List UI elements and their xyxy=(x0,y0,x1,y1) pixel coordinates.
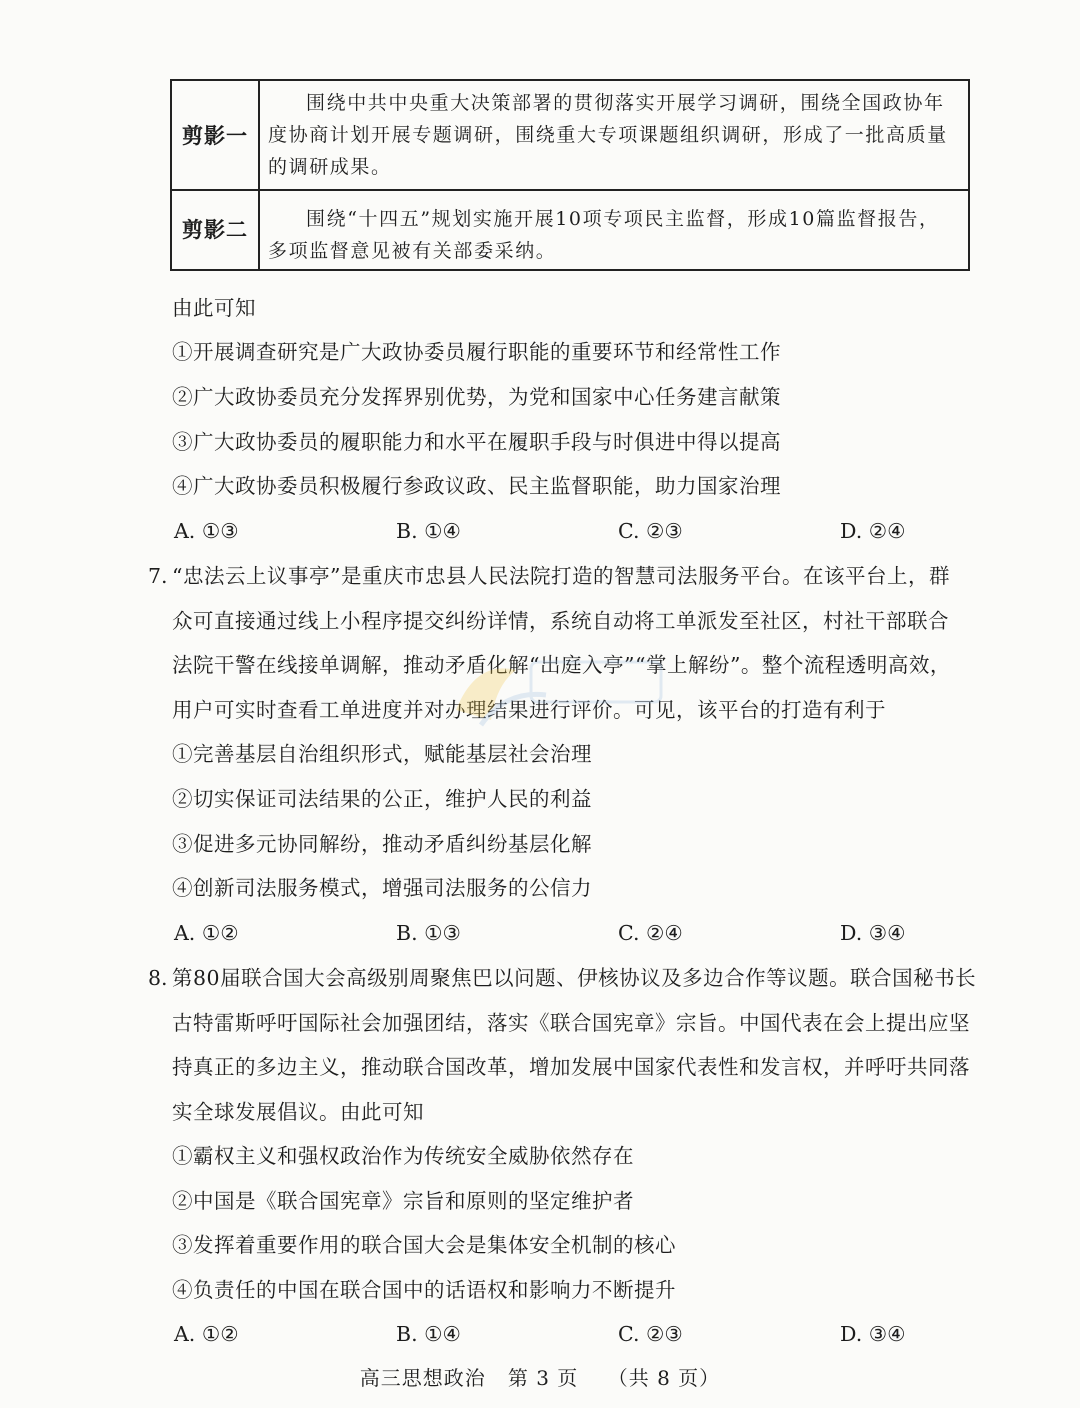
q7-stem-line-1: “忠法云上议事亭”是重庆市忠县人民法院打造的智慧司法服务平台。在该平台上，群 xyxy=(172,564,950,588)
table-row xyxy=(172,189,968,269)
q6-option-c: C. ②③ xyxy=(618,519,683,543)
q6-stem: 由此可知 xyxy=(172,296,256,320)
q8-number: 8. xyxy=(148,966,168,990)
q8-stem-line-2: 古特雷斯呼吁国际社会加强团结，落实《联合国宪章》宗旨。中国代表在会上提出应坚 xyxy=(172,1011,970,1035)
q8-stem-line-4: 实全球发展倡议。由此可知 xyxy=(172,1100,424,1124)
q7-option-b: B. ①③ xyxy=(396,921,461,945)
q7-option-a: A. ①② xyxy=(174,921,239,945)
q6-statement-1: ①开展调查研究是广大政协委员履行职能的重要环节和经常性工作 xyxy=(172,340,781,364)
row-text: 围绕中共中央重大决策部署的贯彻落实开展学习调研，围绕全国政协年度协商计划开展专题调研，围绕重大专项课题组织调研，形成了一批高质量的调研成果。 xyxy=(268,92,948,178)
q6-option-a: A. ①③ xyxy=(174,519,239,543)
q7-statement-2: ②切实保证司法结果的公正，维护人民的利益 xyxy=(172,787,592,811)
q6-option-d: D. ②④ xyxy=(840,519,906,543)
page-footer: 高三思想政治 第 3 页 （共 8 页） xyxy=(359,1366,721,1390)
q8-statement-2: ②中国是《联合国宪章》宗旨和原则的坚定维护者 xyxy=(172,1189,634,1213)
q8-option-c: C. ②③ xyxy=(618,1322,683,1346)
q7-number: 7. xyxy=(148,564,168,588)
table-row xyxy=(172,81,968,191)
q6-statement-4: ④广大政协委员积极履行参政议政、民主监督职能，助力国家治理 xyxy=(172,474,781,498)
q8-option-b: B. ①④ xyxy=(396,1322,461,1346)
q8-stem-line-3: 持真正的多边主义，推动联合国改革，增加发展中国家代表性和发言权，并呼吁共同落 xyxy=(172,1055,970,1079)
q7-stem-line-3: 法院干警在线接单调解，推动矛盾化解“出庭入亭”“掌上解纷”。整个流程透明高效， xyxy=(172,653,951,677)
q6-statement-3: ③广大政协委员的履职能力和水平在履职手段与时俱进中得以提高 xyxy=(172,430,781,454)
q6-statement-2: ②广大政协委员充分发挥界别优势，为党和国家中心任务建言献策 xyxy=(172,385,781,409)
q8-stem-line-1: 第80届联合国大会高级别周聚焦巴以问题、伊核协议及多边合作等议题。联合国秘书长 xyxy=(172,966,977,990)
row-text: 围绕“十四五”规划实施开展10项专项民主监督，形成10篇监督报告，多项监督意见被有关部委采纳。 xyxy=(268,208,940,262)
q8-option-d: D. ③④ xyxy=(840,1322,906,1346)
q7-statement-1: ①完善基层自治组织形式，赋能基层社会治理 xyxy=(172,742,592,766)
q8-statement-3: ③发挥着重要作用的联合国大会是集体安全机制的核心 xyxy=(172,1233,676,1257)
q8-statement-4: ④负责任的中国在联合国中的话语权和影响力不断提升 xyxy=(172,1278,676,1302)
q7-statement-4: ④创新司法服务模式，增强司法服务的公信力 xyxy=(172,876,592,900)
q7-option-c: C. ②④ xyxy=(618,921,683,945)
q7-option-d: D. ③④ xyxy=(840,921,906,945)
q7-stem-line-4: 用户可实时查看工单进度并对办理结果进行评价。可见，该平台的打造有利于 xyxy=(172,698,886,722)
q8-statement-1: ①霸权主义和强权政治作为传统安全威胁依然存在 xyxy=(172,1144,634,1168)
q8-option-a: A. ①② xyxy=(174,1322,239,1346)
row-label: 剪影二 xyxy=(172,189,260,269)
info-table xyxy=(170,79,970,271)
q7-stem-line-2: 众可直接通过线上小程序提交纠纷详情，系统自动将工单派发至社区，村社干部联合 xyxy=(172,609,949,633)
q7-statement-3: ③促进多元协同解纷，推动矛盾纠纷基层化解 xyxy=(172,832,592,856)
row-label: 剪影一 xyxy=(172,81,260,189)
q6-option-b: B. ①④ xyxy=(396,519,461,543)
